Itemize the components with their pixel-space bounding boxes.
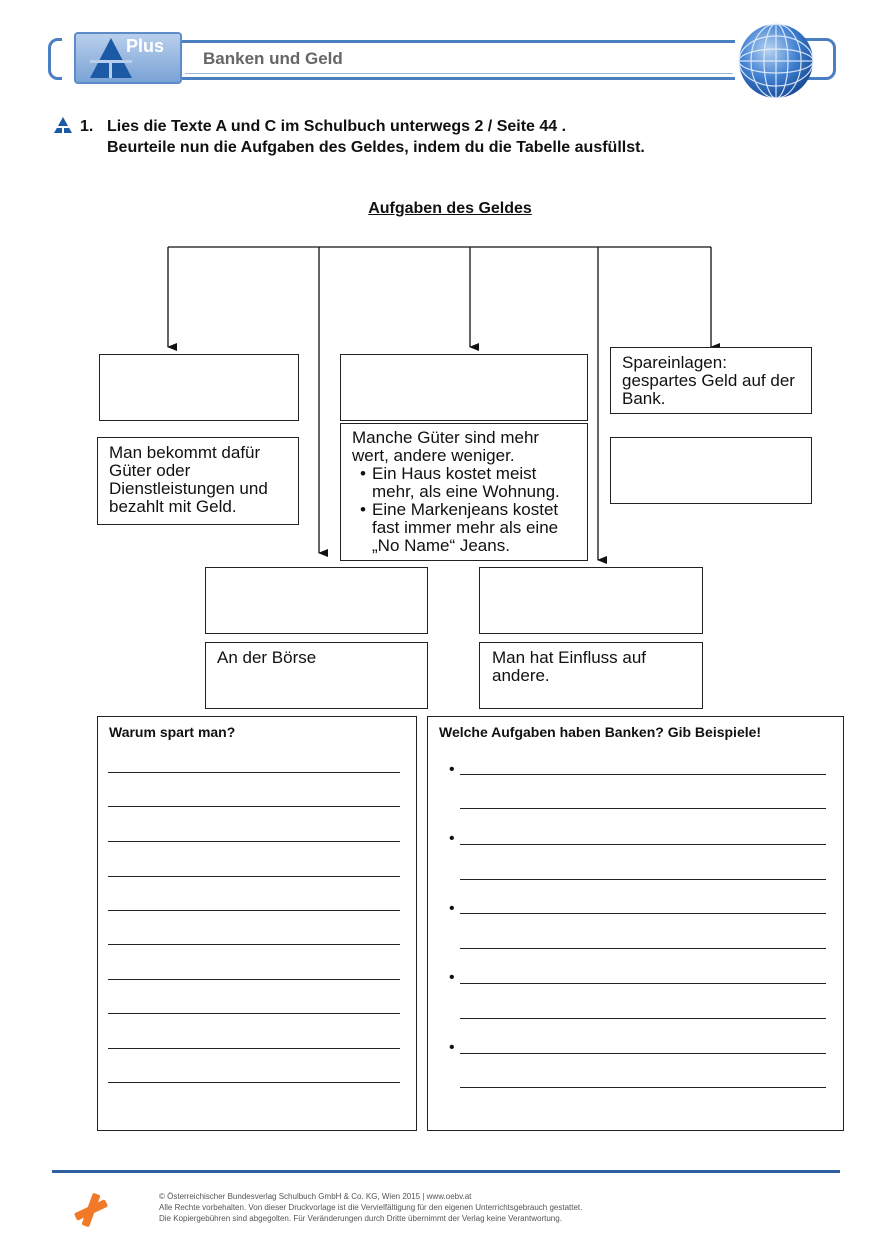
publisher-logo-icon <box>72 1191 110 1229</box>
box-macht-text: Man hat Einfluss auf andere. <box>492 648 647 685</box>
answer-box-1[interactable] <box>99 354 299 421</box>
box-spar-text: Spareinlagen: gespartes Geld auf der Bank. <box>622 353 795 408</box>
write-line[interactable] <box>460 844 826 845</box>
panel-banken <box>427 716 844 1131</box>
task-number: 1. <box>80 118 94 135</box>
box-macht <box>479 642 703 709</box>
box-wertmesser-intro: Manche Güter sind mehr wert, andere weniger. <box>352 428 540 465</box>
task-instruction-2: Beurteile nun die Aufgaben des Geldes, indem du die Tabelle ausfüllst. <box>107 139 645 156</box>
bullet: • <box>449 969 455 986</box>
write-line[interactable] <box>460 948 826 949</box>
box-boerse-text: An der Börse <box>217 648 317 667</box>
box-boerse <box>205 642 428 709</box>
write-line[interactable] <box>108 772 400 773</box>
box-wertmesser <box>340 423 588 561</box>
answer-box-5[interactable] <box>479 567 703 634</box>
footer-rule <box>52 1170 840 1173</box>
bullet: • <box>449 900 455 917</box>
box-wertmesser-bullet-2: • Eine Markenjeans kostet fast immer mehr als eine „No Name“ Jeans. <box>362 501 577 555</box>
bullet: • <box>449 761 455 778</box>
box-tauschmittel-text: Man bekommt dafür Güter oder Dienstleistungen und bezahlt mit Geld. <box>109 443 268 516</box>
write-line[interactable] <box>460 983 826 984</box>
panel-sparen-title: Warum spart man? <box>109 724 236 740</box>
write-line[interactable] <box>108 841 400 842</box>
answer-box-3[interactable] <box>610 437 812 504</box>
panel-sparen <box>97 716 417 1131</box>
footer-rights: Alle Rechte vorbehalten. Von dieser Druckvorlage ist die Vervielfältigung für den eigenen Unterrichtsgebrauch gestattet. <box>159 1203 583 1212</box>
answer-box-4[interactable] <box>205 567 428 634</box>
page-title: Banken und Geld <box>203 49 343 68</box>
write-line[interactable] <box>108 910 400 911</box>
write-line[interactable] <box>460 879 826 880</box>
answer-box-2[interactable] <box>340 354 588 421</box>
write-line[interactable] <box>108 1013 400 1014</box>
write-line[interactable] <box>460 1018 826 1019</box>
write-line[interactable] <box>460 1053 826 1054</box>
write-line[interactable] <box>108 944 400 945</box>
write-line[interactable] <box>460 1087 826 1088</box>
write-line[interactable] <box>108 806 400 807</box>
write-line[interactable] <box>460 913 826 914</box>
diagram-title: Aufgaben des Geldes <box>368 200 532 217</box>
box-wertaufbewahrung <box>610 347 812 414</box>
box-wertmesser-bullet-1: • Ein Haus kostet meist mehr, als eine Wohnung. <box>362 465 577 501</box>
write-line[interactable] <box>108 1082 400 1083</box>
bullet: • <box>449 1039 455 1056</box>
panel-banken-title: Welche Aufgaben haben Banken? Gib Beispiele! <box>439 724 762 740</box>
bullet: • <box>449 830 455 847</box>
logo-plus-label: Plus <box>126 36 165 56</box>
footer-copyright: © Österreichischer Bundesverlag Schulbuch GmbH & Co. KG, Wien 2015 | www.oebv.at <box>159 1192 472 1201</box>
write-line[interactable] <box>108 1048 400 1049</box>
box-wertmesser-list <box>352 465 577 555</box>
task-instruction-1: Lies die Texte A und C im Schulbuch unterwegs 2 / Seite 44 . <box>107 118 567 135</box>
write-line[interactable] <box>108 979 400 980</box>
footer-fees: Die Kopiergebühren sind abgegolten. Für Veränderungen durch Dritte übernimmt der Verlag keine Verantwortung. <box>159 1214 562 1223</box>
write-line[interactable] <box>460 808 826 809</box>
box-tauschmittel <box>97 437 299 525</box>
write-line[interactable] <box>108 876 400 877</box>
write-line[interactable] <box>460 774 826 775</box>
